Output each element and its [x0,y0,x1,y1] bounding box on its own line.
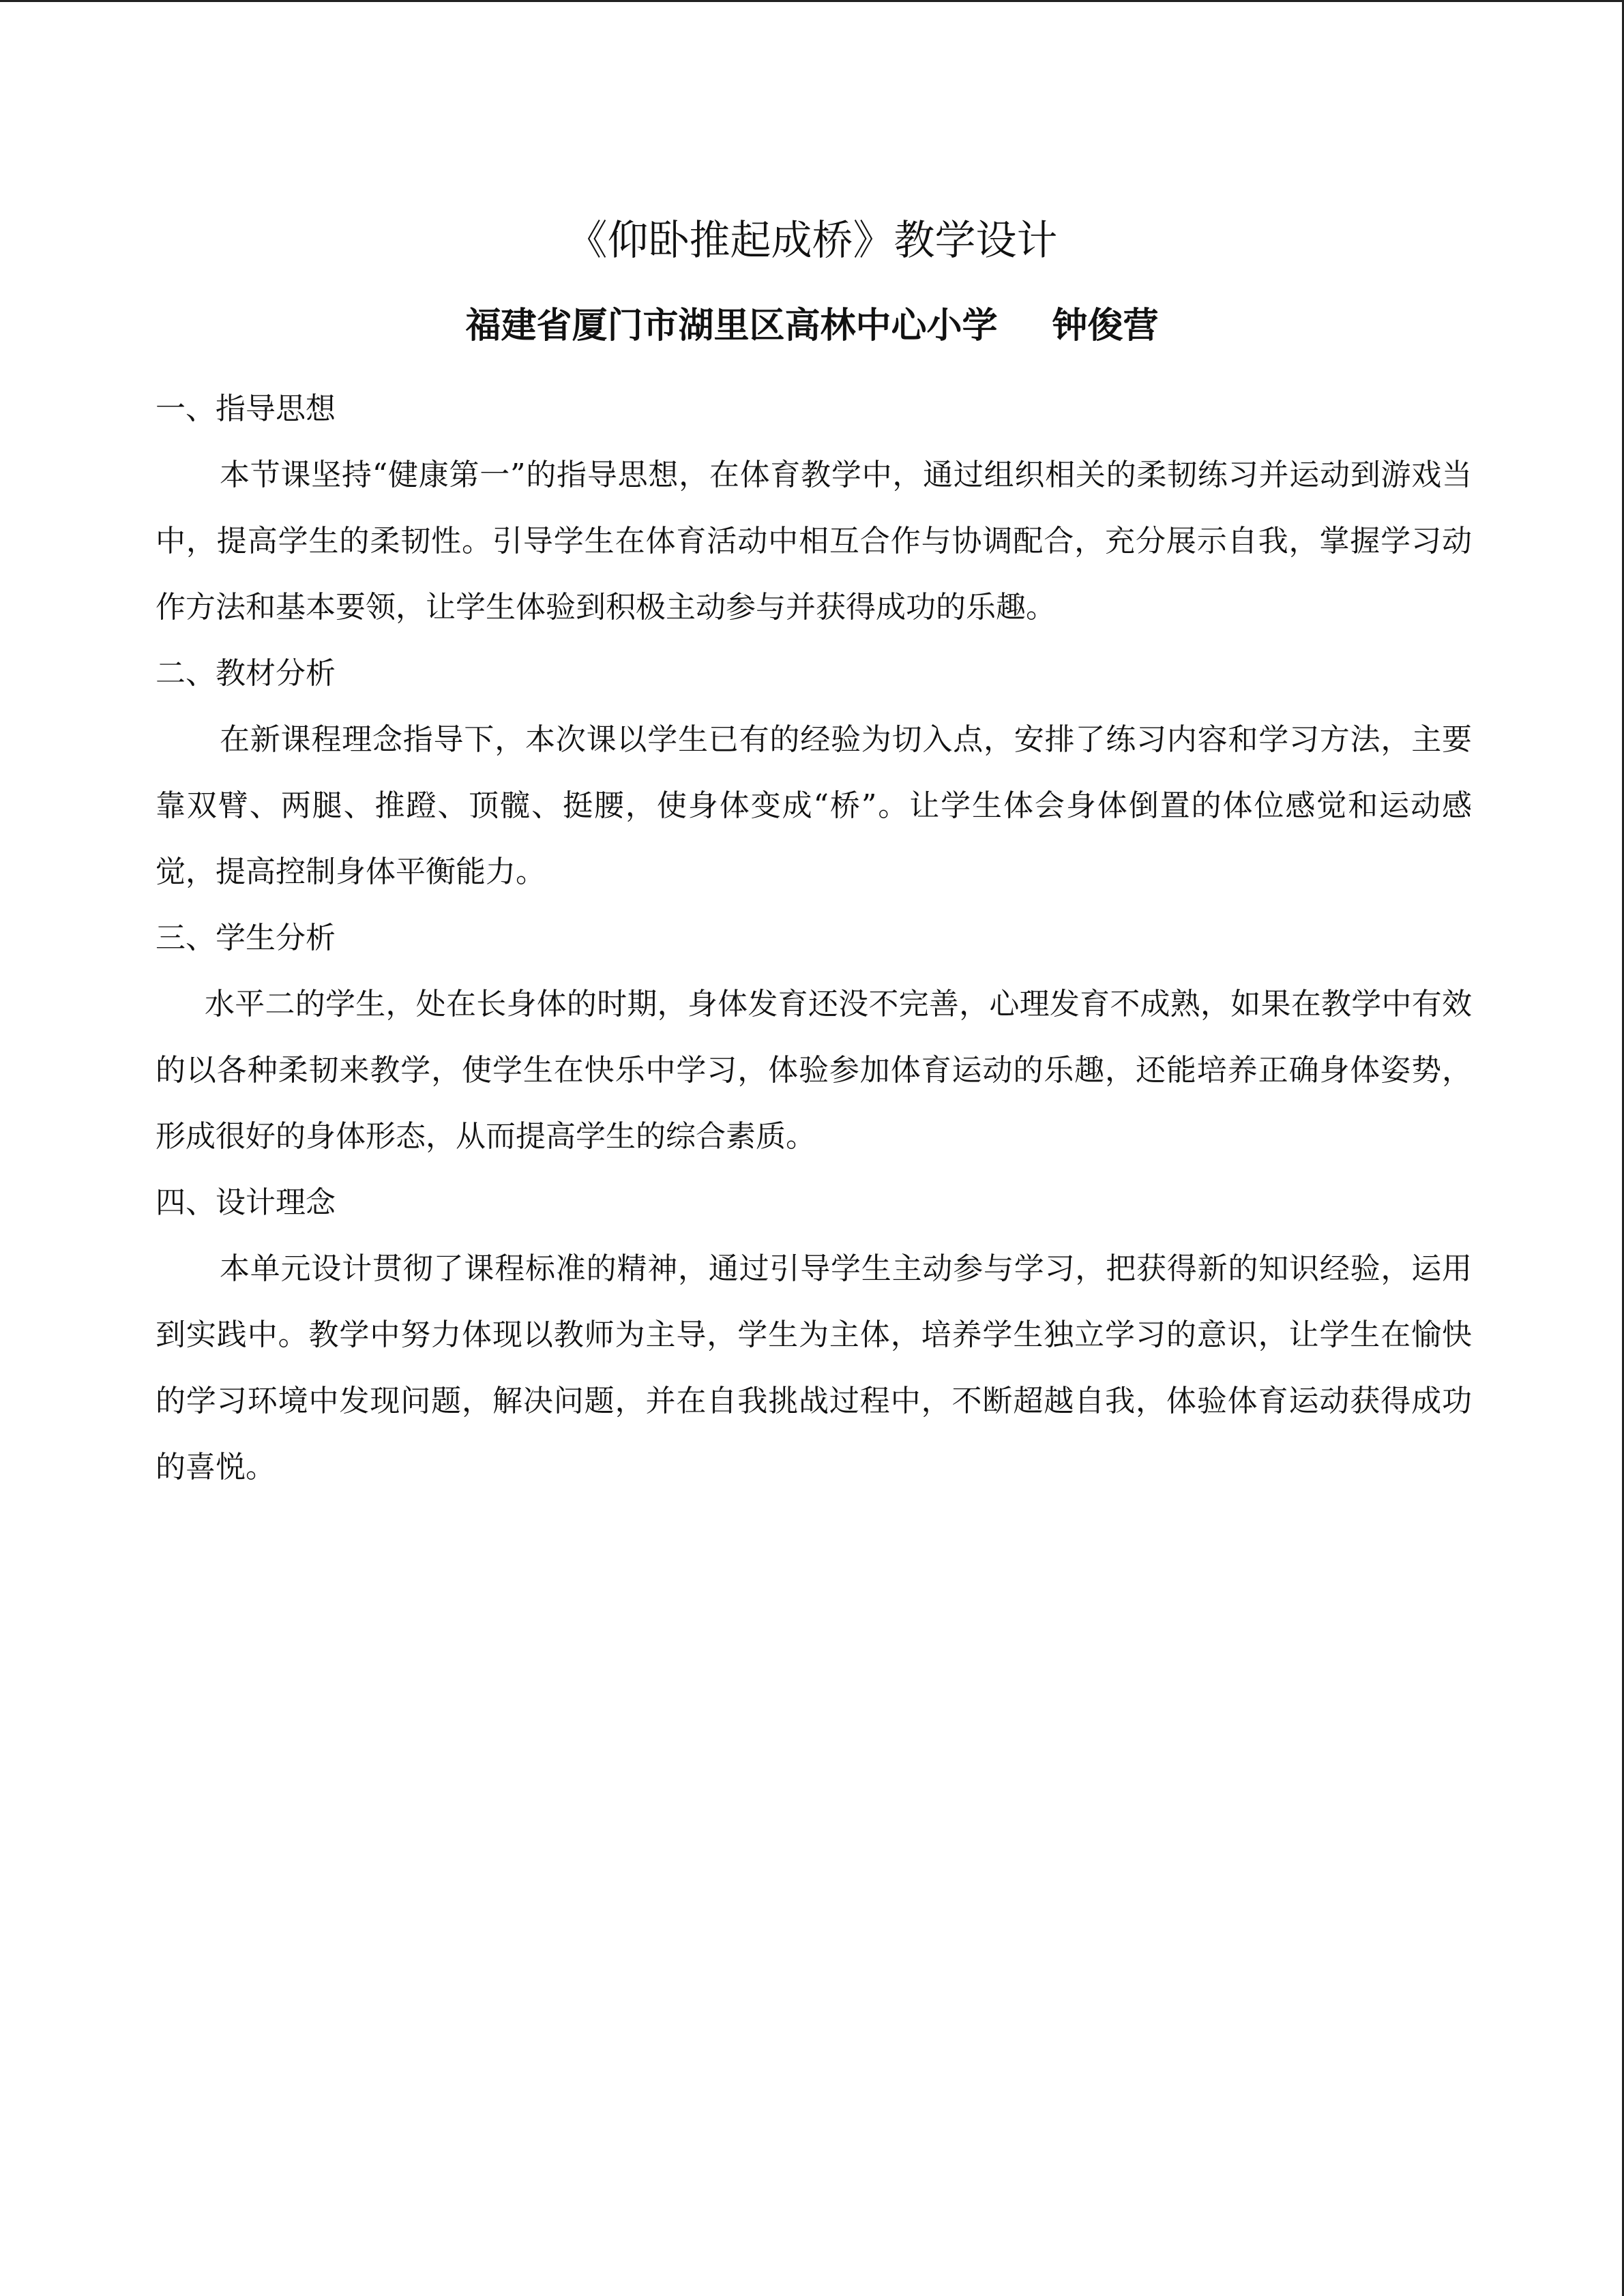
section-paragraph: 本单元设计贯彻了课程标准的精神，通过引导学生主动参与学习，把获得新的知识经验，运用到实践中。教学中努力体现以教师为主导，学生为主体，培养学生独立学习的意识，让学生在愉快的学习环境中发现问题，解决问题，并在自我挑战过程中，不断超越自我，体验体育运动获得成功的喜悦。 [156,1251,1472,1485]
section-design-concept [156,1169,1472,1500]
section-textbook-analysis [156,640,1472,905]
author-line [0,292,1624,360]
section-heading: 二、教材分析 [156,656,336,691]
author-name: 钟俊营 [1052,305,1159,346]
section-paragraph: 本节课坚持“健康第一”的指导思想，在体育教学中，通过组织相关的柔韧练习并运动到游戏当中，提高学生的柔韧性。引导学生在体育活动中相互合作与协调配合，充分展示自我，掌握学习动作方法和基本要领，让学生体验到积极主动参与并获得成功的乐趣。 [156,458,1472,625]
section-heading: 一、指导思想 [156,391,336,426]
document-title: 《仰卧推起成桥》教学设计 [566,217,1058,265]
section-paragraph: 在新课程理念指导下，本次课以学生已有的经验为切入点，安排了练习内容和学习方法，主要靠双臂、两腿、推蹬、顶髋、挺腰，使身体变成“桥”。让学生体会身体倒置的体位感觉和运动感觉，提高控制身体平衡能力。 [156,722,1472,889]
document-body [156,376,1472,1500]
school-name: 福建省厦门市湖里区高林中心小学 [465,305,998,346]
section-guiding-ideology [156,376,1472,640]
section-heading: 四、设计理念 [156,1185,336,1220]
section-student-analysis [156,905,1472,1169]
section-heading: 三、学生分析 [156,921,336,955]
section-paragraph: 水平二的学生，处在长身体的时期，身体发育还没不完善，心理发育不成熟，如果在教学中有效的以各种柔韧来教学，使学生在快乐中学习，体验参加体育运动的乐趣，还能培养正确身体姿势，形成很好的身体形态，从而提高学生的综合素质。 [156,987,1472,1154]
